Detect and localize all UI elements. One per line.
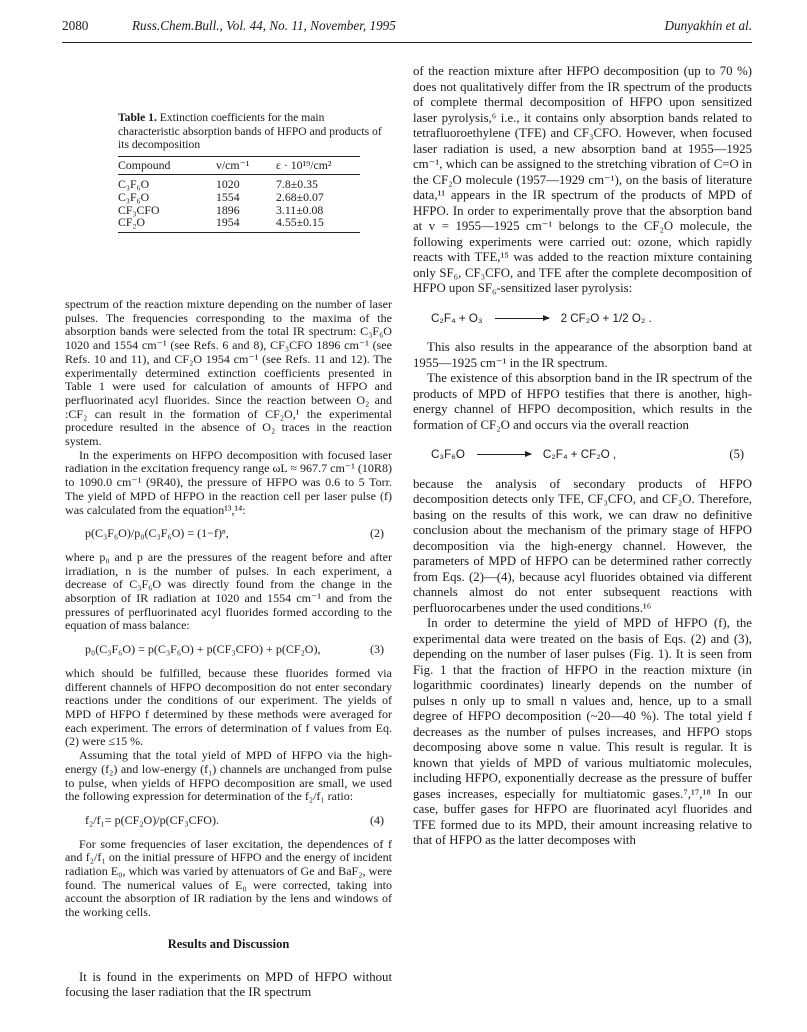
journal-citation: Russ.Chem.Bull., Vol. 44, No. 11, November, 1995 xyxy=(132,18,396,33)
paragraph: In the experiments on HFPO decomposition with focused laser radiation in the excitation frequency range ωL ≈ 967.7 cm⁻¹ (10R8) to 1090.0 cm⁻¹ (9R40), the pressure of HFPO was 0.6 to 5 Torr. The yield of MPD of HFPO in the reaction cell per laser pulse (f) was calculated from the equation¹³,¹⁴: xyxy=(65,447,392,517)
table-cell: 1954 xyxy=(216,215,240,230)
reaction-products: C₂F₄ + CF₂O , xyxy=(542,448,617,461)
table-header-rule xyxy=(118,174,360,175)
paragraph: In order to determine the yield of MPD of HFPO (f), the experimental data were treated on the basis of Eqs. (2) and (3), depending on the number of laser pulses (Fig. 1). It is seen from Fig. 1 that the fraction of HFPO in the reaction mixture (in logarithmic coordinates) linearly depends on the number of pulses n only up to small n values and, hence, up to a small degree of HFPO decomposition (~20—40 %). The total yield f decreases as the number of pulses increases, and HFPO stops decomposing above some n value. This result is regular. It is known that yields of MPD of various multiatomic molecules, including HFPO, exponentially decrease as the pressure of buffer gases increases, especially for multiatomic gases.⁷,¹⁷,¹⁸ In our case, buffer gases for HFPO are fluorinated acyl fluorides and TFE formed due to its MPD, their amount increasing relative to that of HFPO as the latter decomposes with xyxy=(413,616,752,847)
paragraph: It is found in the experiments on MPD of HFPO without focusing the laser radiation that the IR spectrum xyxy=(65,969,392,1000)
reaction-reactants: C₂F₄ + O₃ xyxy=(431,311,483,325)
arrow-icon xyxy=(477,454,531,455)
table-cell: 1896 xyxy=(216,202,240,217)
running-authors: Dunyakhin et al. xyxy=(664,18,752,33)
table-cell: 4.55±0.15 xyxy=(276,215,324,230)
reaction-products: 2 CF₂O + 1/2 O₂ . xyxy=(560,311,652,325)
paragraph: because the analysis of secondary products of HFPO decomposition detects only TFE, CF₃CFO, and CF₂O. Therefore, basing on the results of this work, we can draw no definitive conclusion about the mechanism of the primary stage of HFPO decomposition via the high-energy channel. However, the parameters of MPD of HFPO can be determined rather correctly from Eqs. (2)—(4), because acyl fluorides obtained via different channels almost do not enter subsequent reactions with perfluorocarbenes under the used conditions.¹⁶ xyxy=(413,476,752,615)
table-cell: C₃F₆O xyxy=(118,177,150,191)
table-bottom-rule xyxy=(118,232,360,233)
equation-number: (4) xyxy=(369,812,384,827)
equation-2 xyxy=(85,527,384,541)
page-number: 2080 xyxy=(62,18,89,33)
equation-body: p(C₃F₆O)/p₀(C₃F₆O) = (1−f)ⁿ, xyxy=(85,526,229,541)
table-cell: 3.11±0.08 xyxy=(276,202,324,217)
equation-number: (2) xyxy=(369,526,384,541)
table-header-row xyxy=(118,157,360,174)
paragraph: For some frequencies of laser excitation, the dependences of f and f₂/f₁ on the initial pressure of HFPO and the energy of incident radiation E₀, which was varied by attenuators of Ge and BaF₂, were found. The numerical values of E₀ were corrected, taking into account the absorption of IR radiation by the lens and windows of the working cells. xyxy=(65,836,392,920)
paragraph: which should be fulfilled, because these fluorides formed via different channels of HFPO decomposition do not enter secondary reactions under the conditions of our experiment. The yields of MPD of HFPO f determined by these methods were averaged for each experiment. The errors of determination of f values from Eq. (2) were ≤15 %. xyxy=(65,665,392,749)
arrow-icon xyxy=(495,318,549,319)
table-header-cell: v/cm⁻¹ xyxy=(216,158,250,172)
left-column xyxy=(65,298,392,1001)
equation-body: p₀(C₃F₆O) = p(C₃F₆O) + p(CF₃CFO) + p(CF₂O), xyxy=(85,642,321,657)
paragraph: spectrum of the reaction mixture depending on the number of laser pulses. The frequencies corresponding to the maxima of the absorption bands were selected from the total IR spectrum: C₃F₆O 1020 and 1554 cm⁻¹ (see Refs. 6 and 8), CF₃CFO 1896 cm⁻¹ (see Refs. 10 and 11), and CF₂O 1954 cm⁻¹ (see Refs. 11 and 12). The experimentally determined extinction coefficients presented in Table 1 were used for calculation of amounts of HFPO and perfluorinated acyl fluorides. Since the reaction between O₂ and :CF₂ can result in the formation of CF₂O,¹ the experimental procedure resulted in the absence of O₂ traces in the reaction system. xyxy=(65,297,392,449)
equation-4 xyxy=(85,814,384,828)
table-cell: 1020 xyxy=(216,177,240,191)
equation-number: (3) xyxy=(369,642,384,657)
paragraph: The existence of this absorption band in the IR spectrum of the products of MPD of HFPO testifies that there is another, high-energy channel of HFPO decomposition, which results in the formation of CF₂O and occurs via the overall reaction xyxy=(413,371,752,432)
equation-body: f₂/f₁= p(CF₂O)/p(CF₃CFO). xyxy=(85,812,220,827)
table-caption xyxy=(118,111,388,152)
table-cell: 1554 xyxy=(216,189,240,204)
paragraph: of the reaction mixture after HFPO decomposition (up to 70 %) does not qualitatively differ from the IR spectrum of the products of complete thermal decomposition of HFPO upon sensitized laser pyrolysis,⁶ i.e., it contains only absorption bands related to tetrafluoroethylene (TFE) and CF₃CFO. However, when focused laser radiation is used, a new absorption band at 1955—1925 cm⁻¹, which can be assigned to the stretching vibration of C=O in the CF₂O molecule (1957—1929 cm⁻¹), on the basis of literature data,¹¹ appears in the IR spectrum of the products of MPD of HFPO. In order to experimentally prove that the absorption band at v = 1955—1925 cm⁻¹ belongs to the CF₂O molecule, the following experiments were carried out: ozone, which rapidly reacts with TFE,¹⁵ was added to the reaction mixture containing only SF₆, CF₃CFO, and TFE after the complete decomposition of HFPO upon SF₆-sensitized laser pyrolysis: xyxy=(413,64,752,295)
paragraph: where p₀ and p are the pressures of the reagent before and after irradiation, n is the number of pulses. In each experiment, a decrease of C₃F₆O was directly found from the change in the absorption of IR radiation at 1020 and 1554 cm⁻¹ and from the pressures of perfluorinated acyl fluorides formed according to the equation of mass balance: xyxy=(65,549,392,633)
table-cell: 2.68±0.07 xyxy=(276,189,324,204)
reaction-reactants: C₃F₆O xyxy=(431,448,465,461)
table-cell: 7.8±0.35 xyxy=(276,177,318,191)
right-column xyxy=(413,64,752,849)
extinction-table xyxy=(118,156,360,233)
paragraph: This also results in the appearance of the absorption band at 1955—1925 cm⁻¹ in the IR spectrum. xyxy=(413,340,752,370)
table-row xyxy=(118,216,360,229)
table-caption-text: Extinction coefficients for the main characteristic absorption bands of HFPO and products of its decomposition xyxy=(118,111,382,152)
equation-3 xyxy=(85,643,384,657)
paragraph: Assuming that the total yield of MPD of HFPO via the high-energy (f₂) and low-energy (f₁) channels are unchanged from pulse to pulse, when yields of HFPO decomposition are small, we used the following expression for determination of the f₂/f₁ ratio: xyxy=(65,748,392,804)
table-header-cell: Compound xyxy=(118,158,171,172)
table-cell: C₃F₆O xyxy=(118,189,150,204)
equation-number: (5) xyxy=(729,447,744,461)
header-rule xyxy=(62,42,752,43)
table-label: Table 1. xyxy=(118,111,157,124)
section-heading: Results and Discussion xyxy=(167,936,290,951)
reaction-5 xyxy=(431,447,752,463)
table-cell: CF₃CFO xyxy=(118,202,160,217)
table-row xyxy=(118,191,360,204)
table-cell: CF₂O xyxy=(118,215,146,230)
table-row xyxy=(118,178,360,191)
table-header-cell: ε · 10¹⁹/cm² xyxy=(276,158,332,172)
reaction-ozone xyxy=(431,311,752,327)
running-header xyxy=(62,18,752,40)
